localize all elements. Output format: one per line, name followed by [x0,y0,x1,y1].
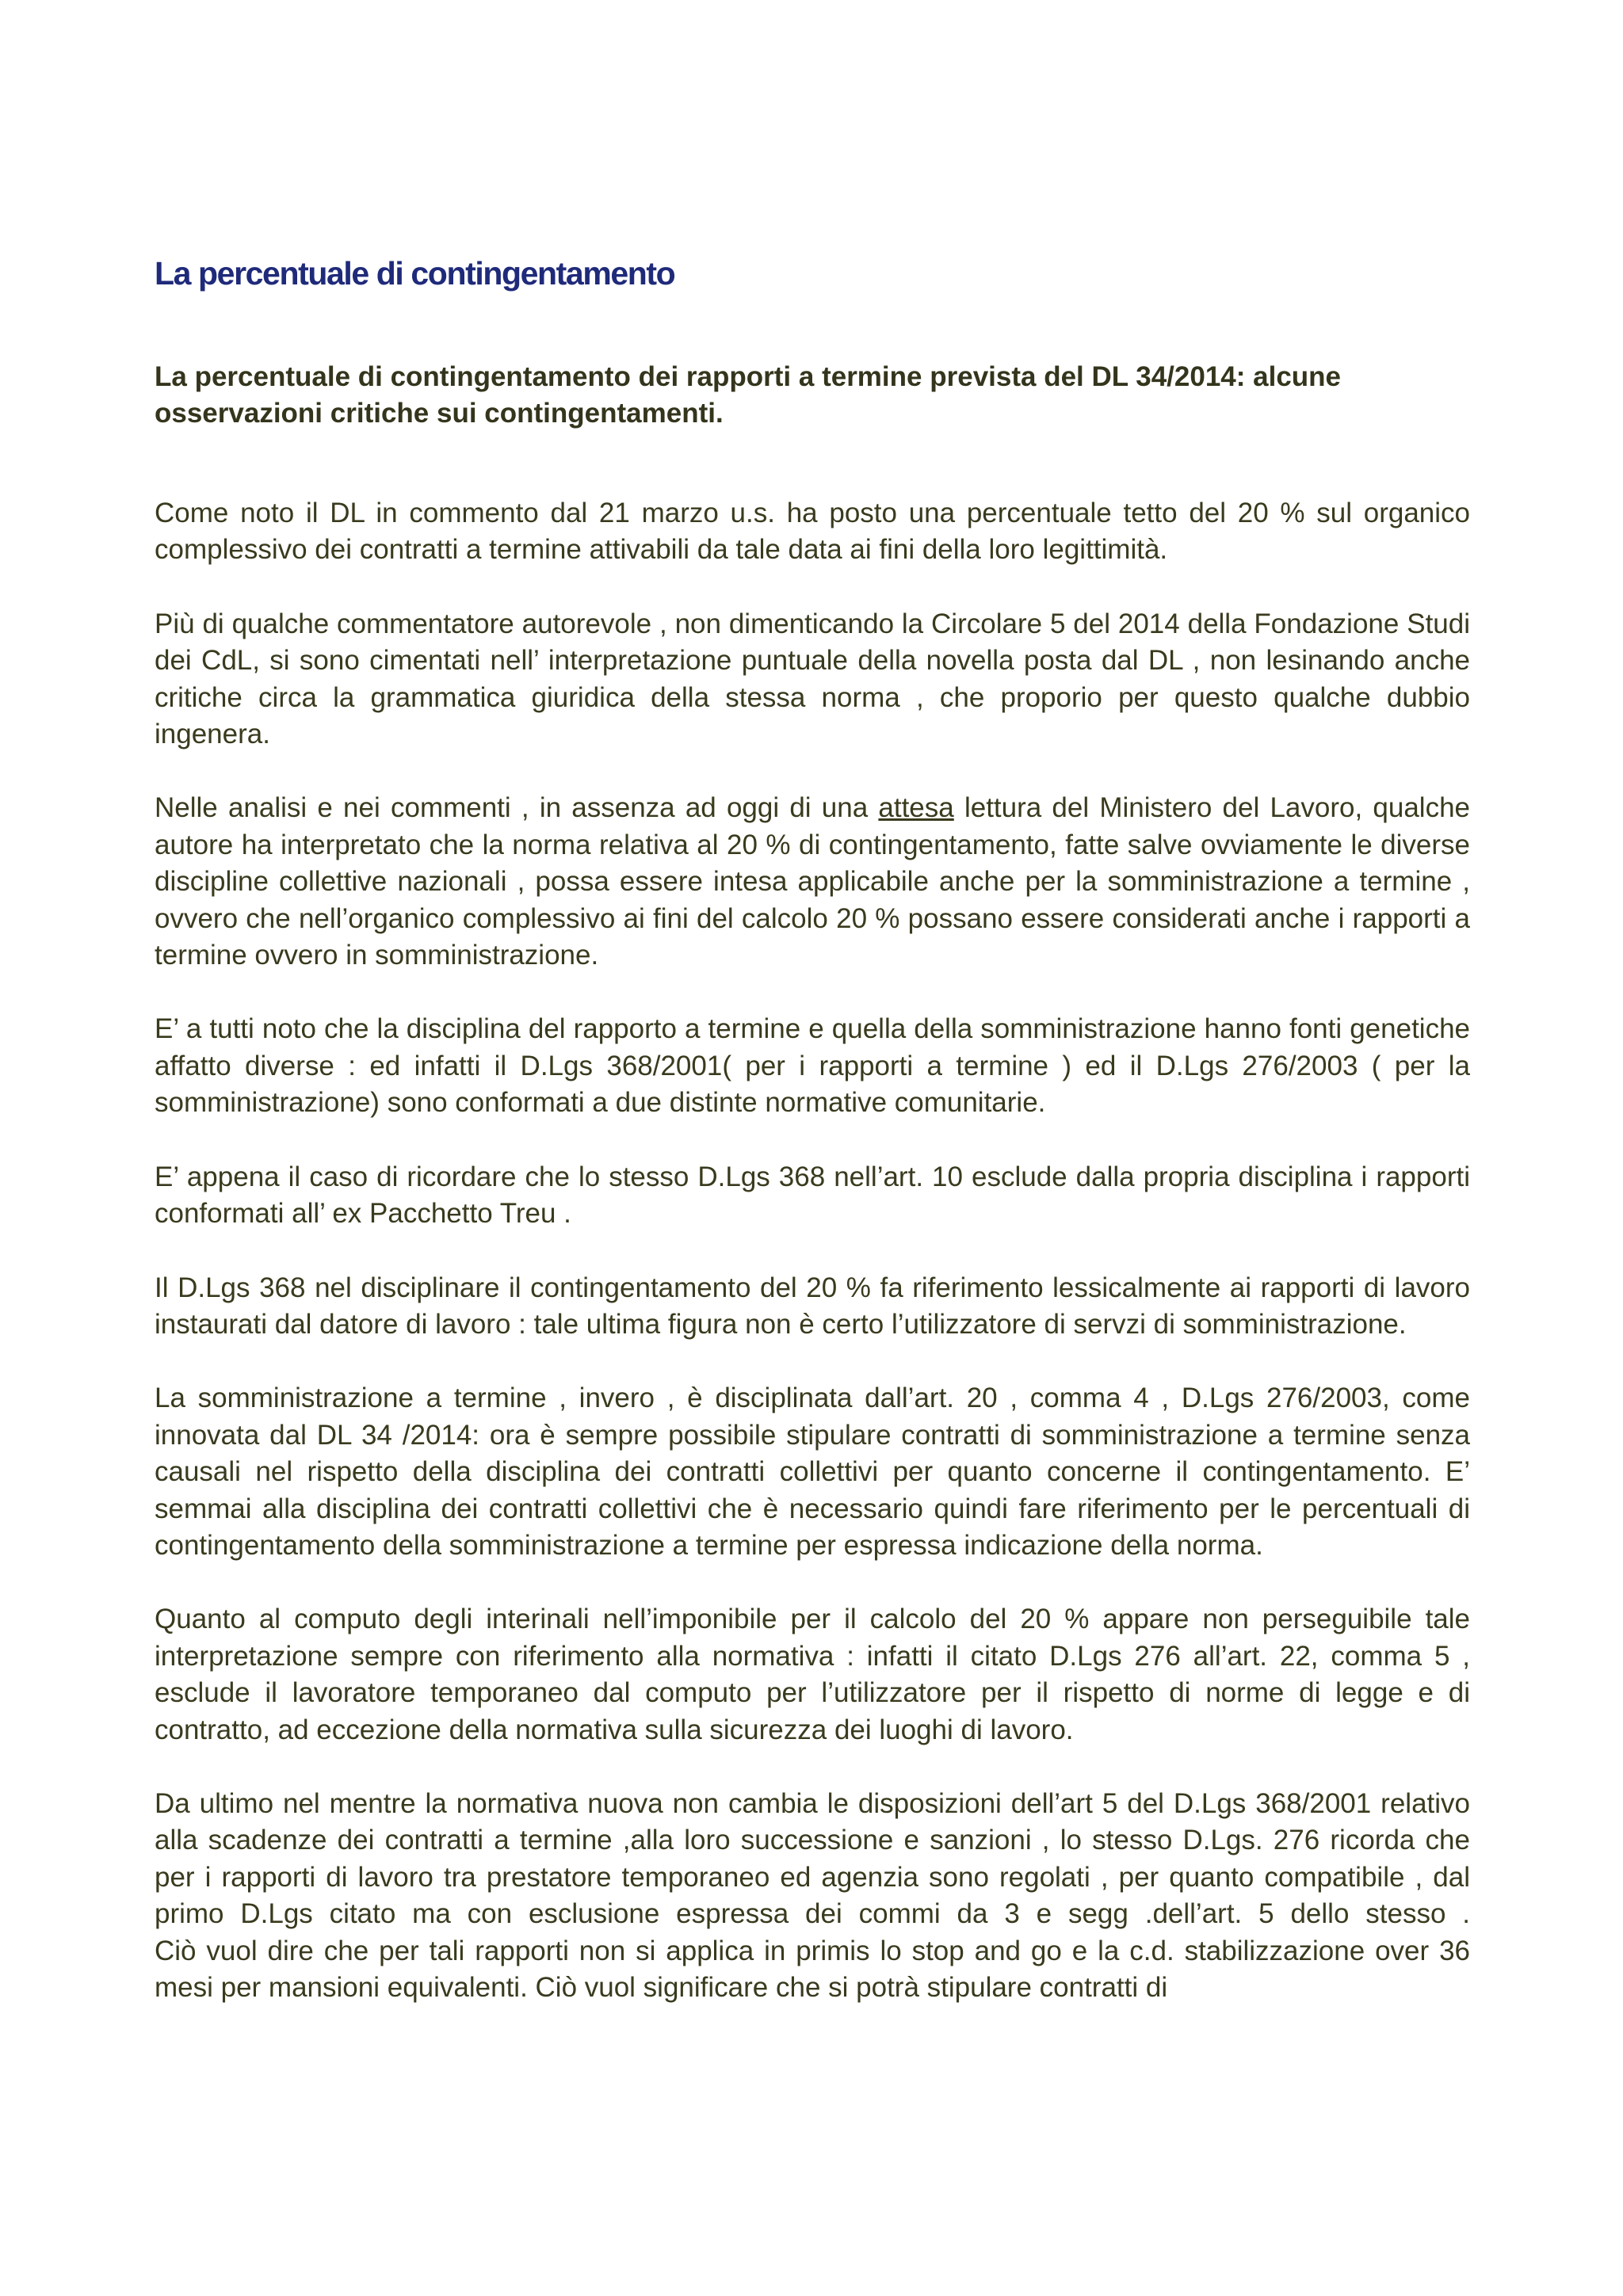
paragraph-commentators: Più di qualche commentatore autorevole , non dimenticando la Circolare 5 del 2014 della Fondazione Studi dei CdL, si sono cimentati nell’ interpretazione puntuale della novella posta dal DL , non lesinando anche critiche circa la grammatica giuridica della stessa norma , che proporio per questo qualche dubbio ingenera. [155,608,1470,750]
paragraph-interinali: Quanto al computo degli interinali nell’imponibile per il calcolo del 20 % appare non perseguibile tale interpretazione sempre con riferimento alla normativa : infatti il citato D.Lgs 276 all’art. 22, comma 5 , esclude il lavoratore temporaneo dal computo per l’utilizzatore per il rispetto di norme di legge e di contratto, ad eccezione della normativa sulla sicurezza dei luoghi di lavoro. [155,1604,1470,1745]
paragraph-analysis-text-before: Nelle analisi e nei commenti , in assenza ad oggi di una [155,792,879,824]
paragraph-genetic-sources: E’ a tutti noto che la disciplina del rapporto a termine e quella della somministrazione hanno fonti genetiche affatto diverse : ed infatti il D.Lgs 368/2001( per i rapporti a termine ) ed il D.Lgs 276/2003 ( per la somministrazione) sono conformati a due distinte normative comunitarie. [155,1013,1470,1119]
document-title: La percentuale di contingentamento [155,255,675,292]
paragraph-somministrazione: La somministrazione a termine , invero , è disciplinata dall’art. 20 , comma 4 , D.Lgs 276/2003, come innovata dal DL 34 /2014: ora è sempre possibile stipulare contratti di somministrazione a termine senza causali nel rispetto della disciplina dei contratti collettivi per quanto concerne il contingentamento. E’ semmai alla disciplina dei contratti collettivi che è necessario quindi fare riferimento per le percentuali di contingentamento della somministrazione a termine per espressa indicazione della norma. [155,1383,1470,1561]
paragraph-analysis-text-after: lettura del Ministero del Lavoro, qualche autore ha interpretato che la norma relativa al 20 % di contingentamento, fatte salve ovviamente le diverse discipline collettive nazionali , possa essere intesa applicabile anche per la somministrazione a termine , ovvero che nell’organico complessivo ai fini del calcolo 20 % possano essere considerati anche i rapporti a termine ovvero in somministrazione. [155,792,1470,971]
paragraph-intro: Come noto il DL in commento dal 21 marzo u.s. ha posto una percentuale tetto del 20 % sul organico complessivo dei contratti a termine attivabili da tale data ai fini della loro legittimità. [155,498,1470,566]
paragraph-art-5: Da ultimo nel mentre la normativa nuova non cambia le disposizioni dell’art 5 del D.Lgs 368/2001 relativo alla scadenze dei contratti a termine ,alla loro successione e sanzioni , lo stesso D.Lgs. 276 ricorda che per i rapporti di lavoro tra prestatore temporaneo ed agenzia sono regolati , per quanto compatibile , dal primo D.Lgs citato ma con esclusione espressa dei commi da 3 e segg .dell’art. 5 dello stesso . [155,1787,1470,1930]
paragraph-dlgs-368: Il D.Lgs 368 nel disciplinare il contingentamento del 20 % fa riferimento lessicalmente ai rapporti di lavoro instaurati dal datore di lavoro : tale ultima figura non è certo l’utilizzatore di servzi di somministrazione. [155,1272,1470,1340]
paragraph-art-10: E’ appena il caso di ricordare che lo stesso D.Lgs 368 nell’art. 10 esclude dalla propria disciplina i rapporti conformati all’ ex Pacchetto Treu . [155,1161,1470,1230]
document-subtitle: La percentuale di contingentamento dei rapporti a termine prevista del DL 34/2014: alcune osservazioni critiche sui contingentamenti. [155,361,1342,429]
paragraph-stop-and-go: Ciò vuol dire che per tali rapporti non si applica in primis lo stop and go e la c.d. stabilizzazione over 36 mesi per mansioni equivalenti. Ciò vuol significare che si potrà stipulare contratti di [155,1935,1470,2003]
paragraph-analysis [155,790,1470,974]
underlined-word: attesa [878,792,954,824]
document-page [155,250,1470,2006]
